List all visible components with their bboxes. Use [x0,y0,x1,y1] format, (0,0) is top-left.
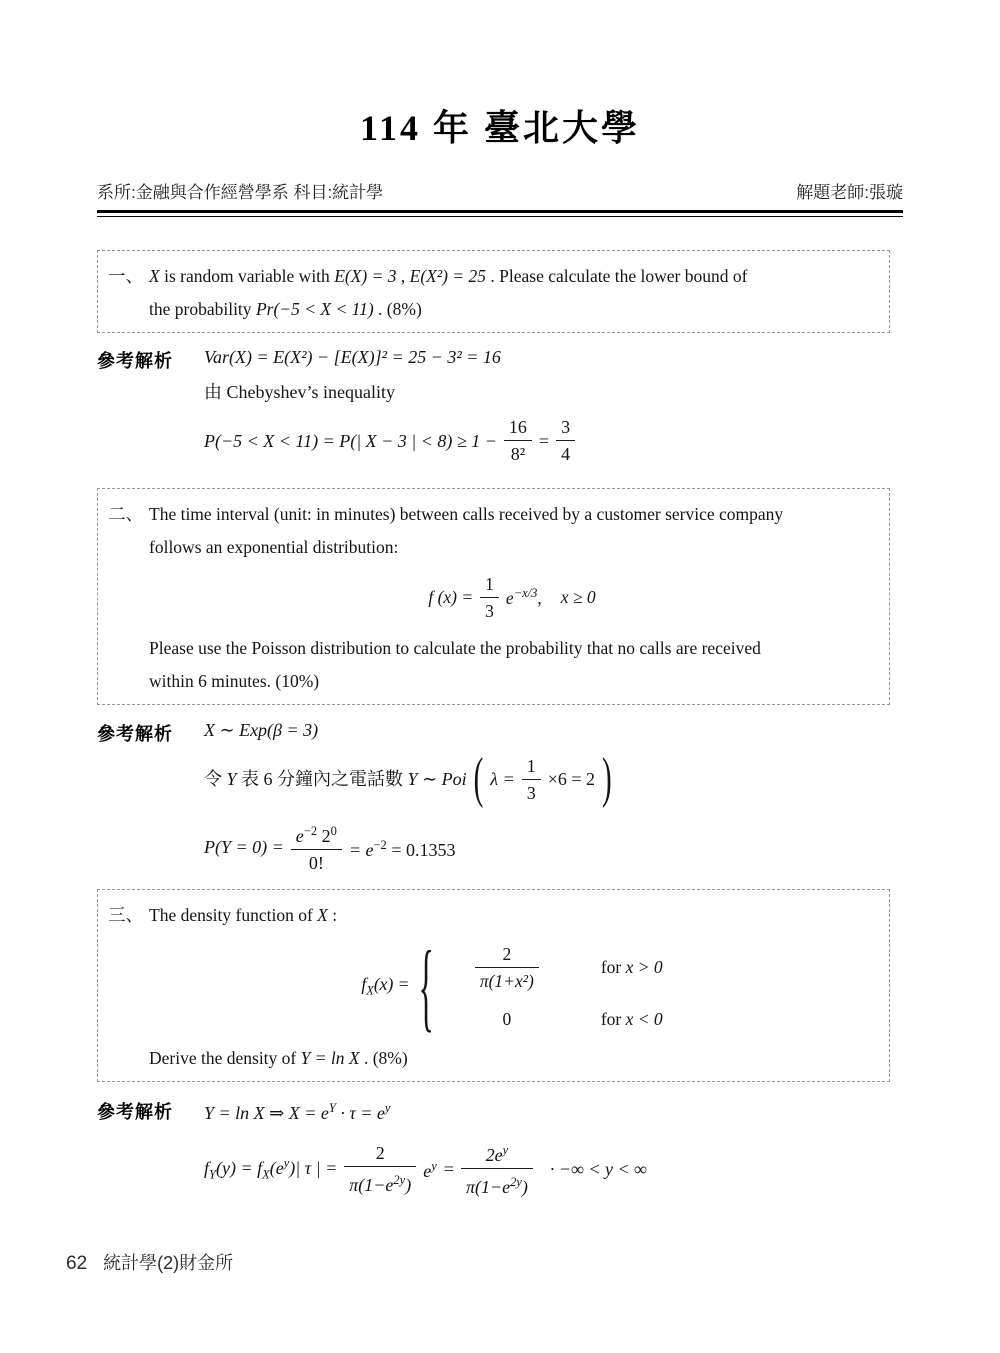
solution-2-line-1: X ∼ Exp(β = 3) [204,720,319,740]
case-value: 0 [502,1009,512,1029]
condition: x ≥ 0 [560,587,596,607]
superscript: Y [328,1101,336,1115]
fraction [291,819,342,875]
left-paren: ( [473,746,484,810]
solution-2-body [204,717,612,875]
solution-label: 參考解析 [97,1102,173,1122]
question-1-line-1: X is random variable with E(X) = 3 , E(X²) = 25 . Please calculate the lower bound of [149,266,748,286]
fraction [522,754,541,805]
right-paren: ) [602,746,612,810]
cases-brace: { [418,928,434,1041]
domain-range: · −∞ < y < ∞ [549,1158,648,1179]
condition: for x > 0 [600,957,663,977]
numerator: $2e^y$ [461,1138,533,1169]
question-3-number: 三、 [108,905,143,925]
question-3-row [108,899,875,1075]
superscript: y [431,1159,437,1173]
solution-1 [97,344,1000,466]
equation-text: $f_X(x)$ = [361,973,410,998]
question-3-text [149,899,875,1075]
question-1-number: 一、 [108,266,143,286]
cases-block [447,942,663,1030]
question-2-row [108,498,875,698]
solution-3-line-1: Y = ln X ⇒ $X = e^Y \cdot \tau = e^y$ [204,1101,391,1123]
solution-1-line-1: Var(X) = E(X²) − [E(X)]² = 25 − 3² = 16 [204,347,501,367]
equals-sign: = [538,430,550,451]
denominator: 4 [561,444,571,464]
superscript: y [283,1155,290,1170]
numerator: 1 [522,754,541,780]
equation-text: f (x) = [428,587,474,607]
denominator: 3 [485,601,494,621]
numerator: 1 [480,572,499,598]
header-row [97,178,903,203]
fraction [344,1141,416,1197]
question-2-formula [149,572,875,623]
subscript: X [366,983,374,998]
equation-text: P(−5 < X < 11) = P(| X − 3 | < 8) ≥ 1 − [204,430,497,451]
lambda-term: λ = [490,769,515,789]
superscript: y [502,1143,509,1157]
equals-sign: = [443,1158,454,1179]
numerator: 2 [344,1141,416,1167]
solution-3 [97,1095,1000,1199]
solution-2-line-3 [204,819,612,875]
case-row [447,1009,663,1030]
solution-3-line-2 [204,1138,647,1199]
fraction [475,942,539,993]
solution-1-body [204,344,575,466]
question-2-text [149,498,875,698]
subscript: X [262,1167,270,1182]
superscript: y [384,1101,391,1115]
dept-subject-label: 系所:金融與合作經營學系 科目:統計學 [97,183,384,202]
solution-3-body [204,1095,647,1199]
exp-term: $e^y$ [423,1159,437,1181]
fraction [504,415,532,466]
divider-rule [97,210,903,217]
superscript: −2 [373,837,387,852]
subscript: Y [209,1167,216,1182]
solution-2 [97,717,1000,875]
superscript: 2y [393,1172,406,1187]
denominator: $\pi(1-e^{2y})$ [349,1172,412,1195]
exp-term: $e^{-x/3}$, [505,586,542,608]
superscript: 2y [510,1175,522,1189]
solution-label: 參考解析 [97,724,173,744]
footer-label: 統計學(2)財金所 [103,1253,234,1273]
page-title: 114 年 臺北大學 [359,108,640,148]
superscript: −2 [303,824,318,838]
fraction [480,572,499,623]
question-3-formula [149,928,875,1041]
superscript: 0 [330,824,337,838]
question-2-number: 二、 [108,504,143,524]
question-2-line-2: follows an exponential distribution: [149,537,399,557]
equation-text: 令 Y 表 6 分鐘內之電話數 Y ∼ Poi [204,769,467,789]
page-footer [66,1249,233,1275]
denominator: 3 [526,782,536,803]
question-3-line-2: Derive the density of Y = ln X . (8%) [149,1048,408,1068]
denominator: π(1+x²) [479,971,534,991]
equation-text: $f_Y(y) = f_X(e^y)|$ τ | = [204,1155,338,1182]
solution-2-line-2 [204,746,612,810]
numerator: 16 [504,415,532,441]
solution-1-line-2: 由 Chebyshev’s inequality [204,382,395,402]
fraction [556,415,575,466]
solution-label: 參考解析 [97,351,173,371]
numerator: $e^{-2}$ $2^0$ [291,819,342,850]
equation-text: = $e^{-2} = 0.1353$ [348,837,456,860]
denominator: $\pi(1-e^{2y})$ [465,1175,528,1197]
question-2-box [97,488,890,705]
superscript: −x/3 [513,586,538,601]
condition: for x < 0 [600,1009,663,1029]
solution-1-line-3 [204,415,575,466]
fraction [461,1138,533,1199]
question-1-text [149,260,875,326]
question-1-box [97,250,890,333]
case-row [447,942,663,993]
question-3-line-1: The density function of X : [149,905,338,925]
question-2-line-4: within 6 minutes. (10%) [149,671,320,691]
question-2-line-1: The time interval (unit: in minutes) between calls received by a customer service company [149,504,784,524]
page-number: 62 [66,1253,88,1274]
equation-text: P(Y = 0) = [204,837,284,857]
denominator: 0! [308,853,324,873]
numerator: 3 [556,415,575,441]
question-1-row [108,260,875,326]
numerator: 2 [475,942,539,968]
question-1-line-2: the probability Pr(−5 < X < 11) . (8%) [149,299,422,319]
question-2-line-3: Please use the Poisson distribution to calculate the probability that no calls are received [149,638,761,658]
equation-text: ×6 = 2 [547,769,596,789]
question-3-box [97,889,890,1082]
solver-label: 解題老師:張璇 [796,183,903,202]
denominator: 8² [510,444,526,464]
